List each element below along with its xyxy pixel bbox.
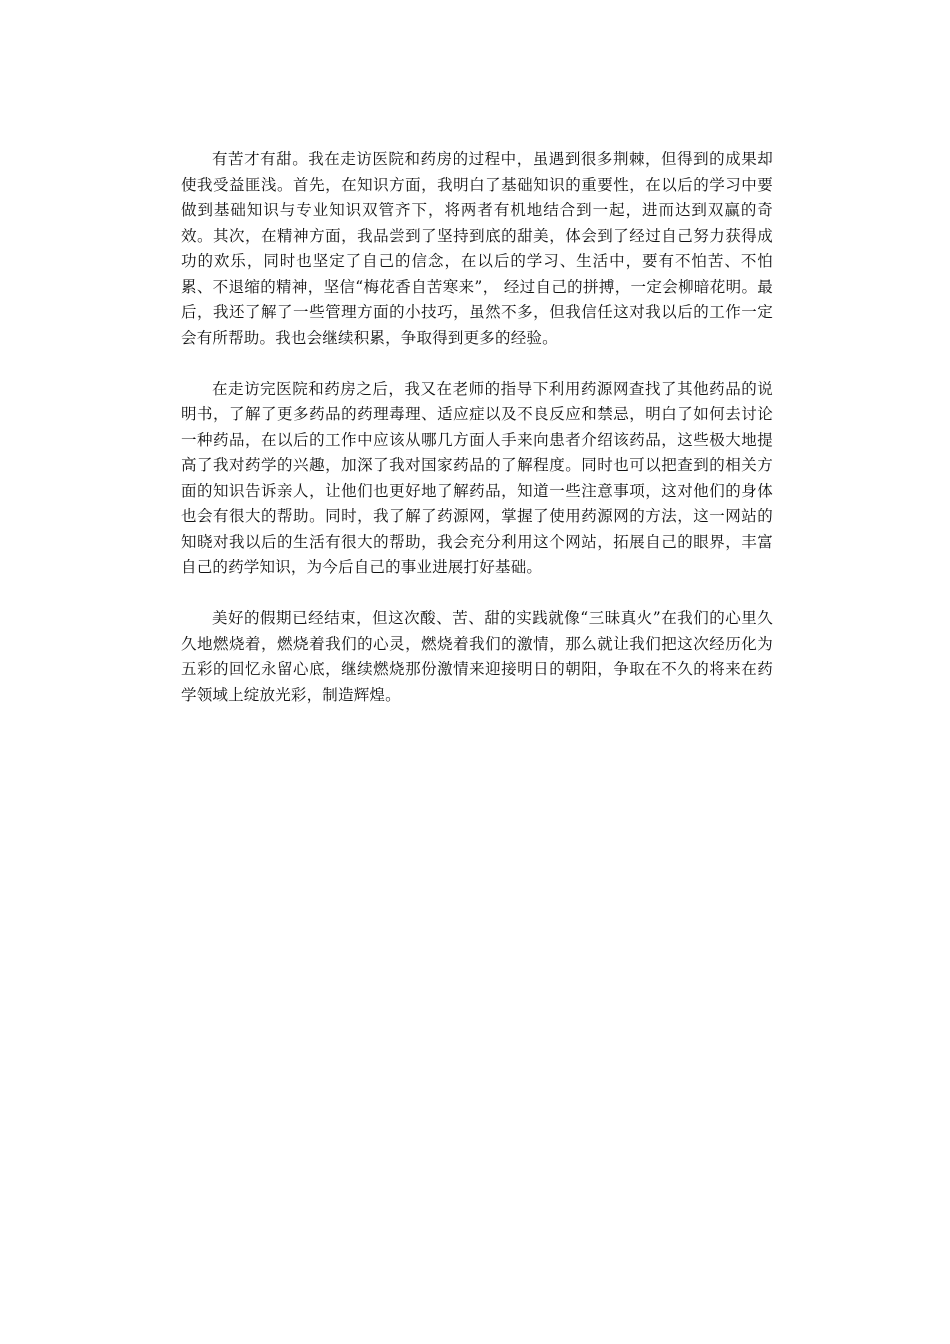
paragraph-3: 美好的假期已经结束，但这次酸、苦、甜的实践就像“三昧真火”在我们的心里久久地燃烧着，燃烧着我们的心灵，燃烧着我们的激情，那么就让我们把这次经历化为五彩的回忆永留心底，继续燃烧那份激情来迎接明日的朝阳，争取在不久的将来在药学领域上绽放光彩，制造辉煌。 <box>181 609 773 704</box>
paragraph-2: 在走访完医院和药房之后，我又在老师的指导下利用药源网查找了其他药品的说明书，了解了更多药品的药理毒理、适应症以及不良反应和禁忌，明白了如何去讨论一种药品，在以后的工作中应该从哪几方面人手来向患者介绍该药品，这些极大地提高了我对药学的兴趣，加深了我对国家药品的了解程度。同时也可以把查到的相关方面的知识告诉亲人，让他们也更好地了解药品，知道一些注意事项，这对他们的身体也会有很大的帮助。同时，我了解了药源网，掌握了使用药源网的方法，这一网站的知晓对我以后的生活有很大的帮助，我会充分利用这个网站，拓展自己的眼界，丰富自己的药学知识，为今后自己的事业进展打好基础。 <box>181 379 773 576</box>
document-body <box>181 147 773 734</box>
paragraph-1: 有苦才有甜。我在走访医院和药房的过程中，虽遇到很多荆棘，但得到的成果却使我受益匪浅。首先，在知识方面，我明白了基础知识的重要性，在以后的学习中要做到基础知识与专业知识双管齐下，将两者有机地结合到一起，进而达到双赢的奇效。其次，在精神方面，我品尝到了坚持到底的甜美，体会到了经过自己努力获得成功的欢乐，同时也坚定了自己的信念，在以后的学习、生活中，要有不怕苦、不怕累、不退缩的精神，坚信“梅花香自苦寒来”， 经过自己的拼搏，一定会柳暗花明。最后，我还了解了一些管理方面的小技巧，虽然不多，但我信任这对我以后的工作一定会有所帮助。我也会继续积累，争取得到更多的经验。 <box>181 150 773 347</box>
